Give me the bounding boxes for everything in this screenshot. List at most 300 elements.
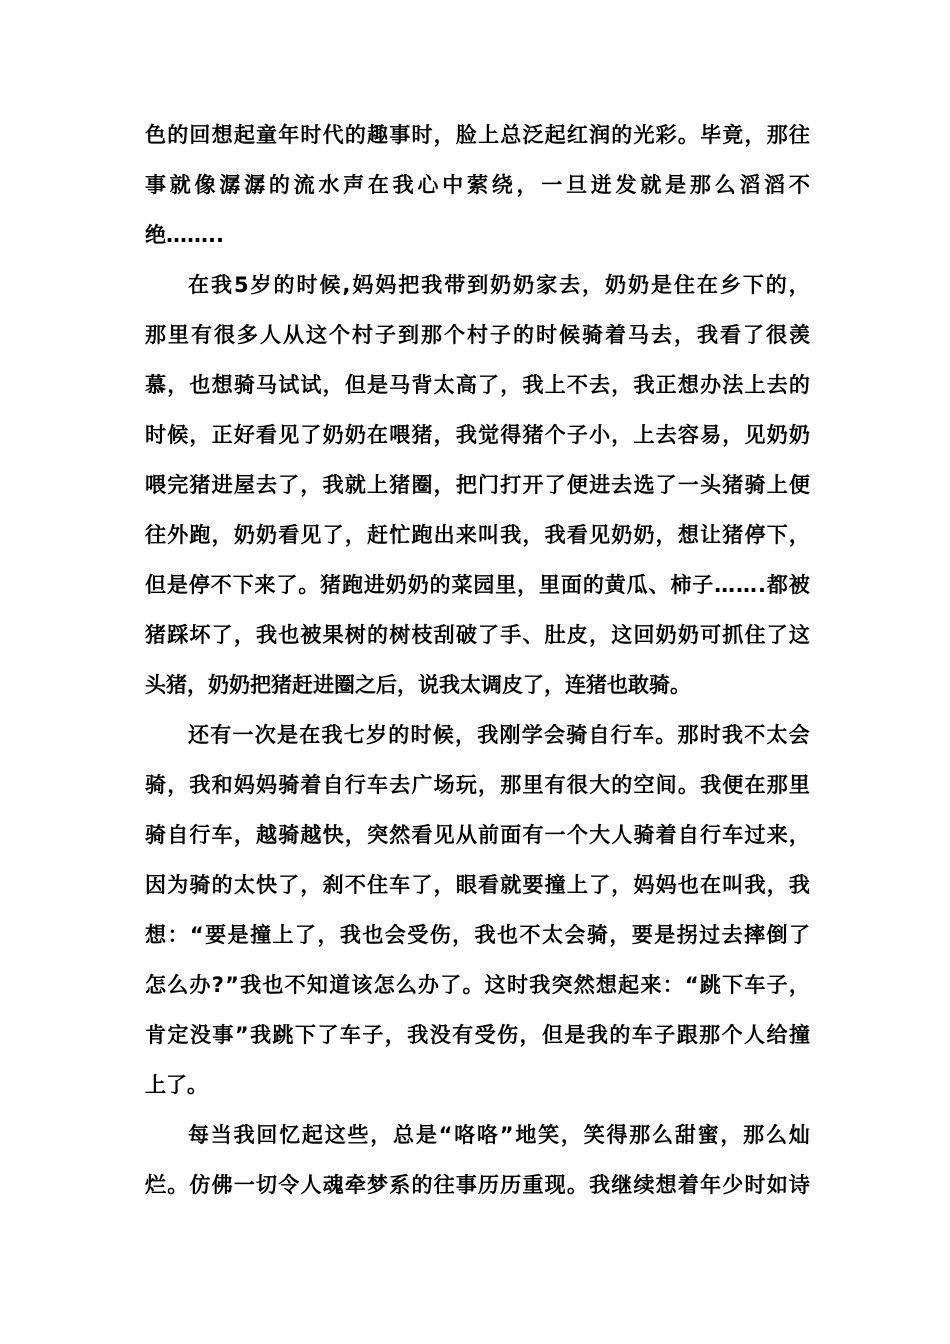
text-char: 骑 <box>278 823 300 847</box>
text-char: 那 <box>766 123 788 147</box>
text-char: 在 <box>367 423 389 447</box>
text-char: 、 <box>522 623 544 647</box>
text-char: 滔 <box>764 173 786 197</box>
text-char: 车 <box>367 773 389 797</box>
text-char: ， <box>167 373 189 397</box>
text-char: 开 <box>522 473 544 497</box>
text-char: 见 <box>433 823 455 847</box>
text-char: 那 <box>629 1123 651 1147</box>
text-char: 的 <box>513 323 534 347</box>
text-char: 骑 <box>145 823 166 847</box>
text-char: 然 <box>389 823 411 847</box>
text-char: 人 <box>300 1173 322 1197</box>
text-char: 便 <box>566 473 588 497</box>
text-char: ， <box>452 923 474 947</box>
text-char: ， <box>167 773 189 797</box>
text-char: ” <box>234 1023 249 1047</box>
text-char: 因 <box>145 873 166 897</box>
text-char: ， <box>544 673 565 697</box>
text-char: 受 <box>407 923 429 947</box>
text-char: 停 <box>744 523 766 547</box>
text-char: 甜 <box>674 1123 696 1147</box>
text-char: ， <box>655 523 677 547</box>
text-char: 在 <box>299 723 321 747</box>
text-char: 赶 <box>367 523 389 547</box>
text-char: 进 <box>211 473 233 497</box>
text-char: 那 <box>699 1023 721 1047</box>
text-char: 手 <box>500 623 522 647</box>
text-char: ， <box>582 273 604 297</box>
text-char: 么 <box>714 173 736 197</box>
text-char: 不 <box>519 923 541 947</box>
text-char: 岁 <box>366 723 387 747</box>
text-char: ， <box>433 423 455 447</box>
text-char: 骑 <box>586 923 608 947</box>
text-char: 看 <box>478 873 500 897</box>
text-char: 把 <box>398 273 420 297</box>
text-char: 的 <box>344 123 366 147</box>
text-char: 想 <box>211 123 233 147</box>
text-char: 切 <box>256 1173 278 1197</box>
text-char: 有 <box>544 773 566 797</box>
text-char: 时 <box>506 973 528 997</box>
text-char: 猪 <box>145 623 166 647</box>
text-char: 一 <box>233 1173 255 1197</box>
text-line <box>145 260 810 310</box>
text-char: 把 <box>250 673 271 697</box>
text-char: 回 <box>189 123 211 147</box>
text-char: 车 <box>339 1023 361 1047</box>
text-char: 出 <box>433 523 455 547</box>
text-char: ， <box>433 873 455 897</box>
text-char: 不 <box>788 173 810 197</box>
text-char: 不 <box>344 873 366 897</box>
text-char: 。 <box>677 773 699 797</box>
text-char: 的 <box>611 773 633 797</box>
text-char: 跟 <box>676 1023 698 1047</box>
text-char: ， <box>500 373 522 397</box>
text-char: 令 <box>278 1173 300 1197</box>
text-char: 妈 <box>633 873 655 897</box>
text-char: 回 <box>256 1123 278 1147</box>
text-char: 广 <box>411 773 433 797</box>
text-char: 眼 <box>455 873 477 897</box>
text-char: 要 <box>631 923 653 947</box>
text-char: 润 <box>589 123 611 147</box>
text-char: 外 <box>167 523 189 547</box>
text-char: 妈 <box>375 273 397 297</box>
text-char: 里 <box>522 773 544 797</box>
text-line <box>145 360 810 410</box>
text-char: 这 <box>484 973 506 997</box>
text-char: ， <box>766 873 788 897</box>
text-char: 自 <box>322 773 344 797</box>
text-char: 的 <box>367 623 389 647</box>
text-char: 了 <box>322 523 344 547</box>
text-char: 子 <box>692 573 714 597</box>
text-char: 是 <box>277 723 298 747</box>
text-char: 上 <box>633 423 655 447</box>
text-char: 里 <box>788 773 810 797</box>
text-char: 趣 <box>367 123 389 147</box>
text-char: 现 <box>544 1173 566 1197</box>
text-char: 想 <box>595 973 617 997</box>
text-char: 下 <box>232 573 254 597</box>
text-char: 些 <box>347 1123 369 1147</box>
text-char: 了 <box>411 873 433 897</box>
text-char: 萦 <box>466 173 488 197</box>
text-char: 马 <box>389 373 411 397</box>
text-char: 一 <box>544 823 566 847</box>
text-char: 家 <box>536 273 558 297</box>
text-char: 进 <box>313 673 334 697</box>
text-char: 我 <box>500 523 522 547</box>
text-char: ， <box>233 823 255 847</box>
text-char: 当 <box>210 1123 232 1147</box>
text-char: 多 <box>237 323 258 347</box>
text-char: 可 <box>700 623 722 647</box>
text-char: 有 <box>522 823 544 847</box>
text-char: 起 <box>233 123 255 147</box>
text-char: . <box>757 573 766 597</box>
text-char: 跳 <box>699 973 721 997</box>
text-char: ， <box>455 723 476 747</box>
text-char: 突 <box>551 973 573 997</box>
text-char: 还 <box>188 723 209 747</box>
text-char: 村 <box>467 323 488 347</box>
text-char: 也 <box>278 623 300 647</box>
text-char: 进 <box>363 573 385 597</box>
text-char: 了 <box>523 673 544 697</box>
text-char: 去 <box>721 923 743 947</box>
text-char: 上 <box>544 373 566 397</box>
text-char: 上 <box>145 1073 166 1097</box>
text-line <box>145 410 810 460</box>
text-char: 想 <box>677 523 699 547</box>
text-char: ， <box>370 1123 392 1147</box>
text-char: 时 <box>536 323 557 347</box>
text-char: 见 <box>278 423 300 447</box>
text-char: 每 <box>188 1123 209 1147</box>
text-char: 骑 <box>145 773 166 797</box>
text-char: 园 <box>473 573 495 597</box>
text-char: 系 <box>389 1173 411 1197</box>
text-char: 怎 <box>145 973 166 997</box>
text-char: 奶 <box>611 523 633 547</box>
text-char: 候 <box>167 423 189 447</box>
text-char: … <box>187 223 208 247</box>
text-char: 我 <box>421 273 443 297</box>
text-char: 皮 <box>502 673 523 697</box>
text-char: 滔 <box>739 173 761 197</box>
text-char: 村 <box>352 323 373 347</box>
text-char: 抓 <box>722 623 744 647</box>
text-char: 骑 <box>633 823 655 847</box>
text-char: 了 <box>589 873 611 897</box>
text-char: ： <box>167 923 189 947</box>
text-char: 这 <box>788 623 810 647</box>
text-char: 。 <box>677 123 699 147</box>
text-char: 我 <box>700 773 722 797</box>
text-char: ， <box>611 423 633 447</box>
text-char: 被 <box>300 623 322 647</box>
text-char: 太 <box>233 873 255 897</box>
text-char: 起 <box>618 973 640 997</box>
text-char: 连 <box>565 673 586 697</box>
text-char: 时 <box>145 423 166 447</box>
text-char: 在 <box>700 873 722 897</box>
text-char: 快 <box>322 823 344 847</box>
text-char: 会 <box>564 923 586 947</box>
text-char: 就 <box>169 173 191 197</box>
text-char: 次 <box>254 723 276 747</box>
text-line <box>145 310 810 360</box>
text-char: 了 <box>766 623 788 647</box>
text-char: 奶 <box>605 273 627 297</box>
text-char: 车 <box>744 973 766 997</box>
text-char: ， <box>433 123 455 147</box>
text-char: 是 <box>367 373 389 397</box>
text-char: 那 <box>689 173 711 197</box>
text-char: 停 <box>188 573 210 597</box>
text-char: 下 <box>742 273 764 297</box>
text-char: 给 <box>766 1023 788 1047</box>
text-char: 住 <box>673 273 695 297</box>
text-line <box>145 510 810 560</box>
text-char: “ <box>189 923 204 947</box>
text-char: 梦 <box>367 1173 389 1197</box>
text-char: 过 <box>699 923 721 947</box>
text-char: 也 <box>677 873 699 897</box>
text-char: 猪 <box>522 423 544 447</box>
text-char: 也 <box>607 673 628 697</box>
text-char: 车 <box>722 823 744 847</box>
text-char: 皮 <box>566 623 588 647</box>
text-char: 上 <box>478 123 500 147</box>
text-char: 觉 <box>478 423 500 447</box>
text-char: 办 <box>189 973 211 997</box>
text-char: 。 <box>670 673 691 697</box>
text-char: 在 <box>696 273 718 297</box>
text-char: 自 <box>677 823 699 847</box>
text-char: 。 <box>298 573 320 597</box>
text-char: 然 <box>573 973 595 997</box>
text-line <box>145 610 810 660</box>
text-char: 时 <box>411 123 433 147</box>
text-char: 车 <box>633 723 654 747</box>
text-char: 里 <box>495 573 517 597</box>
text-line <box>145 760 810 810</box>
text-char: 的 <box>611 123 633 147</box>
text-char: 骑 <box>744 473 766 497</box>
text-char: 受 <box>474 1023 496 1047</box>
text-char: 总 <box>393 1123 415 1147</box>
text-char: 的 <box>609 1023 631 1047</box>
text-char: ， <box>300 873 322 897</box>
text-char: 我 <box>407 1023 429 1047</box>
text-char: 但 <box>344 373 366 397</box>
text-char: 到 <box>467 273 489 297</box>
text-char: 去 <box>589 373 611 397</box>
text-char: 撞 <box>788 1023 810 1047</box>
text-char: , <box>342 273 351 297</box>
text-char: 也 <box>262 973 284 997</box>
text-char: 面 <box>560 573 582 597</box>
text-char: 绝 <box>145 223 166 247</box>
text-char: 着 <box>655 823 677 847</box>
text-char: 了 <box>788 923 810 947</box>
text-char: 奶 <box>344 423 366 447</box>
text-char: 树 <box>344 623 366 647</box>
text-char: 要 <box>205 923 227 947</box>
text-char: 我 <box>544 523 566 547</box>
text-line <box>145 460 810 510</box>
text-char: 定 <box>167 1023 189 1047</box>
text-char: ， <box>189 423 211 447</box>
text-char: 都 <box>766 573 788 597</box>
text-line <box>145 160 810 210</box>
text-char: 见 <box>300 523 322 547</box>
text-char: 猪 <box>389 473 411 497</box>
text-char: 骑 <box>566 723 588 747</box>
text-char: 跳 <box>272 1023 294 1047</box>
text-char: 声 <box>343 173 365 197</box>
text-char: 么 <box>652 1123 674 1147</box>
text-char: 了 <box>294 923 316 947</box>
text-char: 正 <box>211 423 233 447</box>
text-char: 法 <box>722 373 744 397</box>
text-char: 历 <box>500 1173 522 1197</box>
text-char: 便 <box>722 773 744 797</box>
text-char: 怎 <box>373 973 395 997</box>
text-char: ” <box>225 973 239 997</box>
text-char: ， <box>384 1023 406 1047</box>
text-char: 猪 <box>586 673 607 697</box>
text-char: 的 <box>765 273 787 297</box>
text-char: 猪 <box>271 673 292 697</box>
text-char: 圈 <box>411 473 433 497</box>
text-char: ， <box>233 623 255 647</box>
text-line <box>145 910 810 960</box>
text-char: 破 <box>455 623 477 647</box>
text-char: ， <box>433 473 455 497</box>
text-char: 那 <box>766 773 788 797</box>
text-char: 从 <box>455 823 477 847</box>
text-char: 时 <box>744 1173 766 1197</box>
text-char: 事 <box>455 1173 477 1197</box>
text-char: 看 <box>720 323 741 347</box>
text-char: … <box>736 573 758 597</box>
text-char: 了 <box>743 323 764 347</box>
text-line <box>145 660 810 710</box>
text-char: 大 <box>589 823 611 847</box>
text-char: 仿 <box>189 1173 211 1197</box>
text-char: 的 <box>268 173 290 197</box>
text-char: 屋 <box>233 473 255 497</box>
text-char: 说 <box>418 673 439 697</box>
text-char: 我 <box>522 373 544 397</box>
text-char: 诗 <box>788 1173 810 1197</box>
text-char: ， <box>344 823 366 847</box>
text-char: 办 <box>700 373 722 397</box>
text-char: 我 <box>250 1023 272 1047</box>
text-char: ， <box>211 523 233 547</box>
text-char: 那 <box>145 323 166 347</box>
text-char: 这 <box>324 1123 346 1147</box>
text-char: 。 <box>462 973 484 997</box>
text-char: 时 <box>410 723 432 747</box>
text-char: 么 <box>395 973 417 997</box>
text-char: 了 <box>278 873 300 897</box>
text-char: 过 <box>744 823 766 847</box>
text-char: 有 <box>191 323 212 347</box>
text-char: 完 <box>167 473 189 497</box>
text-char: 带 <box>444 273 466 297</box>
text-char: 来 <box>640 973 662 997</box>
text-char: 也 <box>497 923 519 947</box>
text-char: 水 <box>318 173 340 197</box>
text-char: 背 <box>411 373 433 397</box>
text-char: 是 <box>415 1123 437 1147</box>
text-char: 去 <box>611 473 633 497</box>
text-char: 候 <box>319 273 341 297</box>
text-char: 肚 <box>544 623 566 647</box>
text-char: ? <box>211 973 224 997</box>
text-char: 敢 <box>628 673 649 697</box>
text-char: 彩 <box>655 123 677 147</box>
text-char: 见 <box>744 423 766 447</box>
document-body <box>145 110 810 1210</box>
text-char: 妈 <box>256 773 278 797</box>
text-char: 从 <box>283 323 304 347</box>
text-char: 刮 <box>433 623 455 647</box>
text-char: 个 <box>329 323 350 347</box>
text-char: 我 <box>240 973 262 997</box>
text-char: 赶 <box>292 673 313 697</box>
text-char: 喂 <box>145 473 166 497</box>
text-char: 时 <box>300 123 322 147</box>
text-char: 在 <box>744 773 766 797</box>
text-char: 也 <box>362 923 384 947</box>
text-char: 的 <box>273 273 295 297</box>
text-line <box>145 1110 810 1160</box>
text-char: ， <box>322 373 344 397</box>
text-char: 是 <box>654 923 676 947</box>
text-char: 个 <box>544 423 566 447</box>
text-char: 越 <box>300 823 322 847</box>
text-char: 起 <box>544 123 566 147</box>
text-char: 到 <box>398 323 419 347</box>
text-char: 奶 <box>208 673 229 697</box>
text-char: 容 <box>677 423 699 447</box>
text-char: 但 <box>541 1023 563 1047</box>
text-char: ， <box>397 673 418 697</box>
text-char: 猪 <box>411 423 433 447</box>
text-char: 乡 <box>719 273 741 297</box>
text-char: 住 <box>367 873 389 897</box>
text-char: 奶 <box>322 423 344 447</box>
text-char: 代 <box>322 123 344 147</box>
text-char: ， <box>674 323 695 347</box>
text-char: 就 <box>640 173 662 197</box>
text-line <box>145 1160 810 1210</box>
text-char: 了 <box>278 473 300 497</box>
text-char: 一 <box>541 173 563 197</box>
text-char: 了 <box>655 473 677 497</box>
text-char: 不 <box>566 373 588 397</box>
text-char: 我 <box>256 623 278 647</box>
text-char: 时 <box>296 273 318 297</box>
